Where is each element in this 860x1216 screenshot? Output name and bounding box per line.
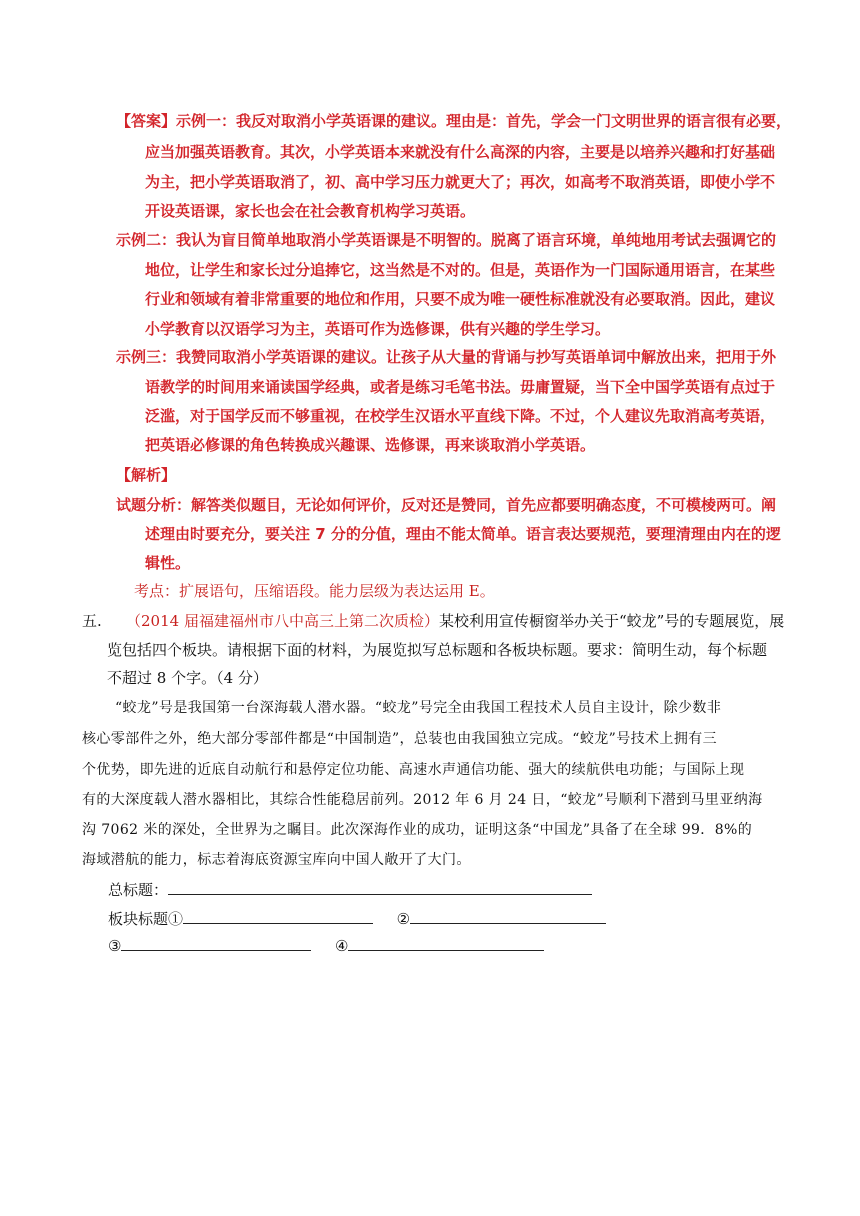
section-title-label: 板块标题① xyxy=(108,910,184,928)
answer-ex3-line3: 泛滥，对于国学反而不够重视，在校学生汉语水平直线下降。不过，个人建议先取消高考英语， xyxy=(145,407,776,425)
answer-ex3-line1: 示例三：我赞同取消小学英语课的建议。让孩子从大量的背诵与抄写英语单词中解放出来，把用于外 xyxy=(116,348,777,366)
question-stem-line1 xyxy=(126,610,784,631)
passage-line5: 沟 7062 米的深处，全世界为之瞩目。此次深海作业的成功，证明这条“中国龙”具备了在全球 99．8%的 xyxy=(82,822,753,838)
circle-4-label: ④ xyxy=(335,937,349,955)
passage-line4: 有的大深度载人潜水器相比，其综合性能稳居前列。2012 年 6 月 24 日，“蛟龙”号顺利下潜到马里亚纳海 xyxy=(82,792,763,808)
kaodian-text: 考点：扩展语句，压缩语段。能力层级为表达运用 E。 xyxy=(134,582,495,600)
answer-ex1-line2: 应当加强英语教育。其次，小学英语本来就没有什么高深的内容，主要是以培养兴趣和打好基础 xyxy=(145,143,776,161)
section-titles-row-1 xyxy=(108,908,606,929)
passage-line2: 核心零部件之外，绝大部分零部件都是“中国制造”，总装也由我国独立完成。“蛟龙”号技术上拥有三 xyxy=(82,731,718,747)
answer-ex3-line2: 语教学的时间用来诵读国学经典，或者是练习毛笔书法。毋庸置疑，当下全中国学英语有点过于 xyxy=(145,378,776,396)
answer-ex2-line3: 行业和领域有着非常重要的地位和作用，只要不成为唯一硬性标准就没有必要取消。因此，建议 xyxy=(145,290,776,308)
answer-ex1-line1: 【答案】示例一：我反对取消小学英语课的建议。理由是：首先，学会一门文明世界的语言很有必要， xyxy=(116,112,792,130)
analysis-line1: 试题分析：解答类似题目，无论如何评价，反对还是赞同，首先应都要明确态度，不可模棱两可。阐 xyxy=(116,496,777,514)
question-number: 五. xyxy=(82,612,102,630)
answer-ex2-line4: 小学教育以汉语学习为主，英语可作为选修课，供有兴趣的学生学习。 xyxy=(145,320,611,338)
answer-ex1-line3: 为主，把小学英语取消了，初、高中学习压力就更大了；再次，如高考不取消英语，即使小学不 xyxy=(145,173,776,191)
question-stem-line3: 不超过 8 个字。（4 分） xyxy=(107,669,268,687)
circle-2-label: ② xyxy=(396,910,411,928)
question-stem-text: 某校利用宣传橱窗举办关于“蛟龙”号的专题展览，展 xyxy=(438,612,785,630)
analysis-line3: 辑性。 xyxy=(145,554,191,572)
answer-ex1-line4: 开设英语课，家长也会在社会教育机构学习英语。 xyxy=(145,202,476,220)
main-title-blank[interactable] xyxy=(168,880,592,895)
circle-3-label: ③ xyxy=(108,937,122,955)
question-source: （2014 届福建福州市八中高三上第二次质检） xyxy=(126,612,439,630)
section-blank-1[interactable] xyxy=(183,909,373,924)
answer-ex3-line4: 把英语必修课的角色转换成兴趣课、选修课，再来谈取消小学英语。 xyxy=(145,436,596,454)
question-stem-line2: 览包括四个板块。请根据下面的材料，为展览拟写总标题和各板块标题。要求：简明生动，每个标题 xyxy=(107,641,768,659)
analysis-line2: 述理由时要充分，要关注 7 分的分值，理由不能太简单。语言表达要规范，要理清理由内在的逻 xyxy=(145,525,781,543)
section-blank-3[interactable] xyxy=(121,936,311,951)
main-title-label: 总标题： xyxy=(108,881,169,899)
passage-line1: “蛟龙”号是我国第一台深海载人潜水器。“蛟龙”号完全由我国工程技术人员自主设计，除少数非 xyxy=(115,700,722,716)
section-blank-2[interactable] xyxy=(410,909,606,924)
answer-ex2-line2: 地位，让学生和家长过分追捧它，这当然是不对的。但是，英语作为一门国际通用语言，在某些 xyxy=(145,261,776,279)
answer-ex2-line1: 示例二：我认为盲目简单地取消小学英语课是不明智的。脱离了语言环境，单纯地用考试去强调它的 xyxy=(116,231,777,249)
passage-line3: 个优势，即先进的近底自动航行和悬停定位功能、高速水声通信功能、强大的续航供电功能；与国际上现 xyxy=(82,762,745,778)
passage-line6: 海域潜航的能力，标志着海底资源宝库向中国人敞开了大门。 xyxy=(82,852,471,868)
analysis-label: 【解析】 xyxy=(116,466,177,484)
section-titles-row-2 xyxy=(108,936,544,955)
main-title-row xyxy=(108,879,592,900)
section-blank-4[interactable] xyxy=(348,936,544,951)
